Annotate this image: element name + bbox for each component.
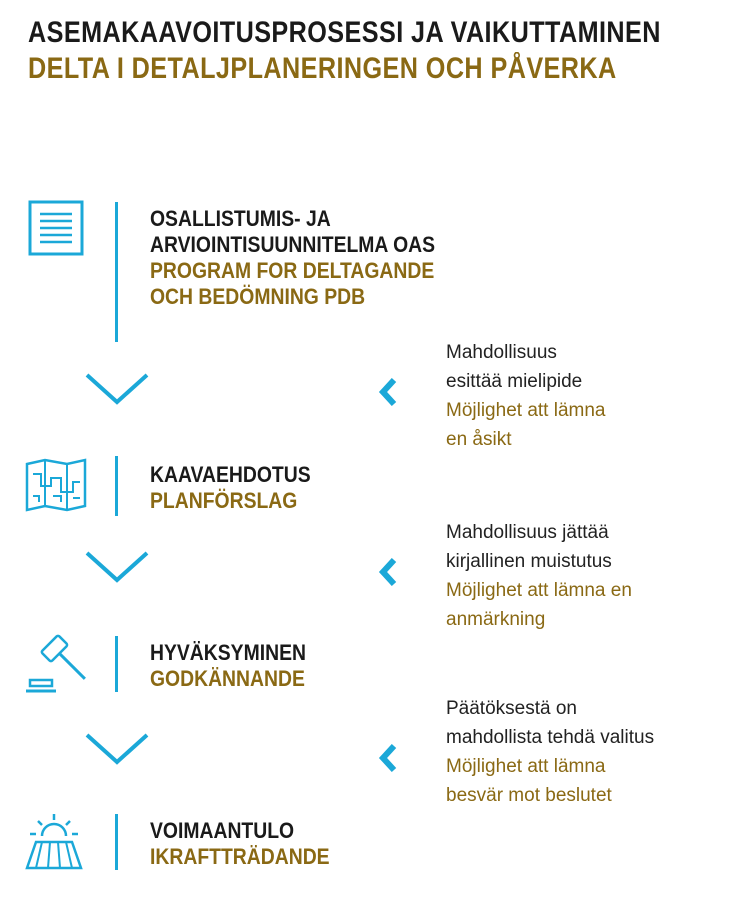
title-swedish: DELTA I DETALJPLANERINGEN OCH PÅVERKA — [28, 52, 617, 85]
note-appeal-sv-2: besvär mot beslutet — [446, 785, 612, 806]
note-opinion-sv-1: Möjlighet att lämna — [446, 400, 606, 421]
step-approval-sv: GODKÄNNANDE — [150, 666, 305, 691]
step-oas-sv-1: PROGRAM FOR DELTAGANDE — [150, 258, 435, 283]
title-finnish: ASEMAKAAVOITUSPROSESSI JA VAIKUTTAMINEN — [28, 16, 661, 49]
note-opinion — [446, 338, 605, 454]
note-remark-sv-2: anmärkning — [446, 609, 546, 630]
chevron-left-icon — [378, 378, 398, 406]
note-opinion-fi-1: Mahdollisuus — [446, 342, 557, 363]
sun-field-icon — [24, 812, 84, 872]
note-remark — [446, 518, 632, 634]
chevron-left-icon — [378, 558, 398, 586]
note-appeal-fi-1: Päätöksestä on — [446, 698, 577, 719]
chevron-down-icon — [84, 550, 150, 584]
step-divider-line — [115, 636, 118, 692]
note-appeal-sv-1: Möjlighet att lämna — [446, 756, 606, 777]
step-plan-proposal-sv: PLANFÖRSLAG — [150, 488, 298, 513]
gavel-icon — [24, 634, 88, 694]
chevron-left-icon — [378, 744, 398, 772]
step-plan-proposal — [150, 462, 311, 514]
note-appeal-fi-2: mahdollista tehdä valitus — [446, 727, 655, 748]
step-approval-fi: HYVÄKSYMINEN — [150, 640, 306, 665]
chevron-down-icon — [84, 372, 150, 406]
note-opinion-sv-2: en åsikt — [446, 429, 512, 450]
note-remark-fi-1: Mahdollisuus jättää — [446, 522, 609, 543]
step-entry-into-force-fi: VOIMAANTULO — [150, 818, 295, 843]
note-opinion-fi-2: esittää mielipide — [446, 371, 583, 392]
note-remark-fi-2: kirjallinen muistutus — [446, 551, 612, 572]
note-remark-sv-1: Möjlighet att lämna en — [446, 580, 632, 601]
step-entry-into-force — [150, 818, 330, 870]
step-divider-line — [115, 814, 118, 870]
document-icon — [28, 200, 84, 256]
step-oas-fi-2: ARVIOINTISUUNNITELMA OAS — [150, 232, 436, 257]
step-oas-fi-1: OSALLISTUMIS- JA — [150, 206, 331, 231]
step-divider-line — [115, 456, 118, 516]
chevron-down-icon — [84, 732, 150, 766]
step-oas-sv-2: OCH BEDÖMNING PDB — [150, 284, 366, 309]
step-oas — [150, 206, 435, 310]
step-entry-into-force-sv: IKRAFTTRÄDANDE — [150, 844, 330, 869]
step-plan-proposal-fi: KAAVAEHDOTUS — [150, 462, 311, 487]
step-approval — [150, 640, 306, 692]
note-appeal — [446, 694, 654, 810]
map-icon — [24, 458, 88, 512]
step-divider-line — [115, 202, 118, 342]
